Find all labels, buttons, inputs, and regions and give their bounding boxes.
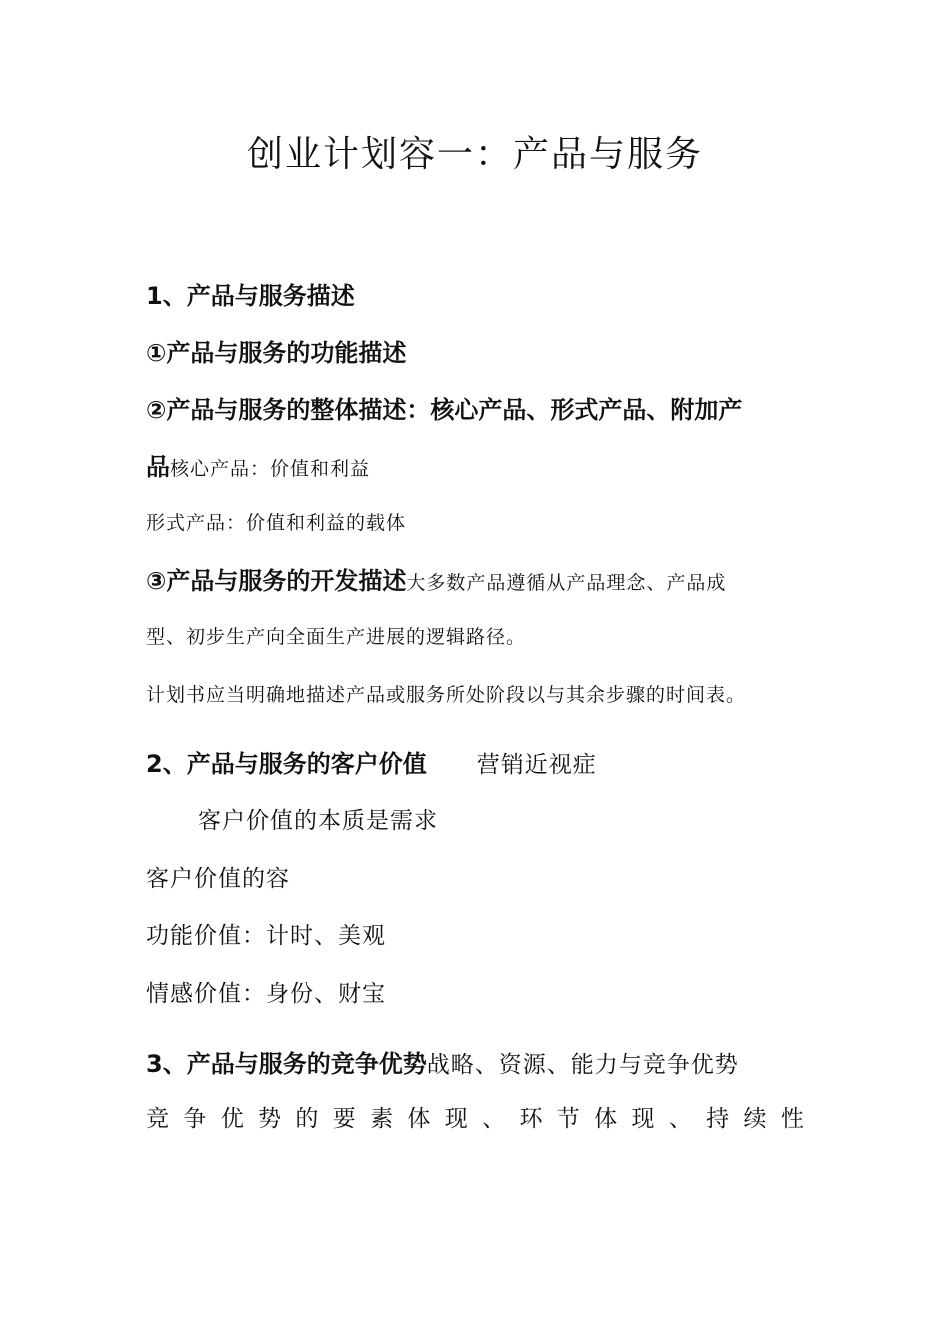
section3-heading: 3、产品与服务的竞争优势 xyxy=(146,1050,427,1078)
document-title: 创业计划容一：产品与服务 xyxy=(246,134,703,175)
plan-note: 计划书应当明确地描述产品或服务所处阶段以与其余步骤的时间表。 xyxy=(146,684,747,706)
section1-item3-rest: 大多数产品遵循从产品理念、产品成 xyxy=(406,572,727,594)
section1-item3-bold: ③产品与服务的开发描述 xyxy=(146,567,407,595)
section1-item3-line2: 型、初步生产向全面生产进展的逻辑路径。 xyxy=(146,626,527,648)
core-product-text: 核心产品：价值和利益 xyxy=(170,458,371,480)
competitive-advantage-line: 竞 争 优 势 的 要 素 体 现 、 环 节 体 现 、 持 续 性 xyxy=(146,1106,804,1132)
section2-heading: 2、产品与服务的客户价值 xyxy=(146,750,427,778)
customer-value-essence: 客户价值的本质是需求 xyxy=(198,808,438,834)
functional-value: 功能价值：计时、美观 xyxy=(146,923,386,949)
emotional-value: 情感价值：身份、财宝 xyxy=(146,981,386,1007)
section1-item1: ①产品与服务的功能描述 xyxy=(146,339,407,367)
section1-item2-line2 xyxy=(146,453,370,482)
section3-heading-rest: 战略、资源、能力与竞争优势 xyxy=(426,1052,739,1078)
section1-item2-line2-bold: 品 xyxy=(146,453,170,481)
customer-value-content-label: 客户价值的容 xyxy=(146,866,290,892)
section2-aside: 营销近视症 xyxy=(476,752,597,778)
section1-heading: 1、产品与服务描述 xyxy=(146,282,355,310)
section2-heading-row xyxy=(146,750,597,780)
section3-heading-row xyxy=(146,1050,739,1080)
section1-item3 xyxy=(146,567,726,596)
section1-item2-line1: ②产品与服务的整体描述：核心产品、形式产品、附加产 xyxy=(146,396,743,424)
form-product-text: 形式产品：价值和利益的载体 xyxy=(146,512,407,534)
